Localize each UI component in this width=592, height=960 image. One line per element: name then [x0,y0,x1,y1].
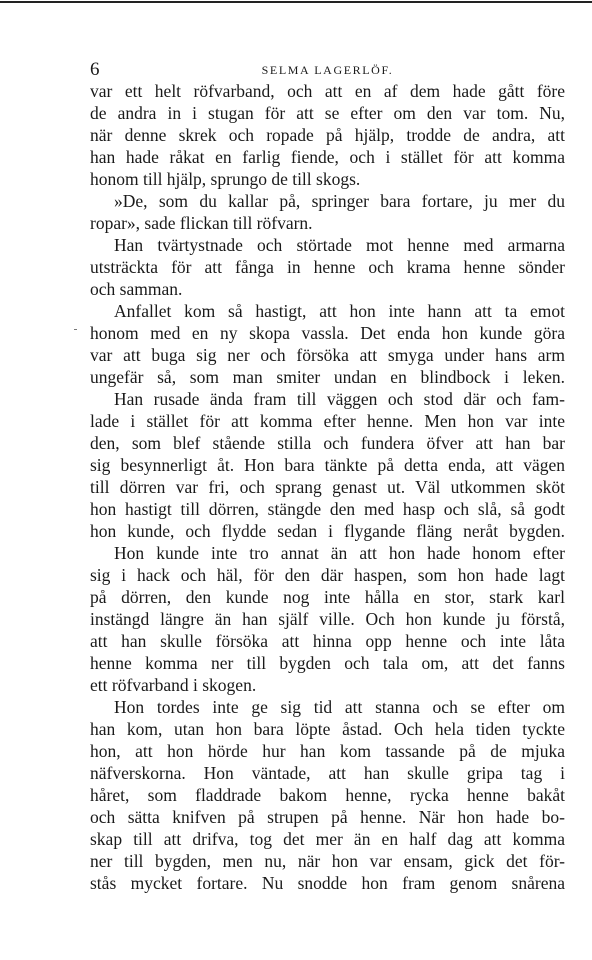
text-line: »De, som du kallar på, springer bara fortare, ju mer du [114,191,565,211]
text-line: på dörren, den kunde nog inte hålla en stor, stark karl [90,587,565,607]
text-line: och sätta knifven på strupen på henne. När hon hade bo- [90,807,565,827]
text-line: ett röfvarband i skogen. [90,675,257,695]
text-line: Hon kunde inte tro annat än att hon hade honom efter [114,543,565,563]
text-line: hon hastigt till dörren, stängde den med hasp och slå, så godt [90,499,565,519]
text-line: honom med en ny skopa vassla. Det enda hon kunde göra [90,323,565,343]
text-line: och samman. [90,279,183,299]
text-line: utsträckta för att fånga in henne och krama henne sönder [90,257,565,277]
text-line: när denne skrek och ropade på hjälp, trodde de andra, att [90,125,565,145]
text-line: till dörren var fri, och sprang genast ut. Väl utkommen sköt [90,477,565,497]
page-number: 6 [90,59,100,80]
text-line: de andra in i stugan för att se efter om den var tom. Nu, [90,103,565,123]
text-line: hon, att hon hörde hur han kom tassande på de mjuka [90,741,565,761]
top-border-rule [0,1,592,3]
text-line: sig i hack och häl, för den där haspen, som hon hade lagt [90,565,565,585]
text-line: den, som blef stående stilla och fundera öfver att han bar [90,433,565,453]
text-line: sig besynnerligt åt. Hon bara tänkte på detta enda, att vägen [90,455,565,475]
running-head: SELMA LAGERLÖF. [261,63,394,77]
text-line: instängd längre än han själf ville. Och hon kunde ju förstå, [90,609,565,629]
page-header [90,58,565,82]
text-line: Anfallet kom så hastigt, att hon inte hann att ta emot [114,301,565,321]
text-line: han kom, utan hon bara löpte åstad. Och hela tiden tyckte [90,719,565,739]
margin-mark [74,329,77,330]
text-line: var att buga sig ner och försöka att smyga under hans arm [90,345,565,365]
text-line: lade i stället för att komma efter henne. Men hon var inte [90,411,565,431]
text-line: Han rusade ända fram till väggen och stod där och fam- [114,389,565,409]
text-line: att han skulle försöka att hinna opp henne och inte låta [90,631,565,651]
text-line: han hade råkat en farlig fiende, och i stället för att komma [90,147,565,167]
text-line: henne komma ner till bygden och tala om, att det fanns [90,653,565,673]
text-line: näfverskorna. Hon väntade, att han skulle gripa tag i [90,763,565,783]
text-line: ner till bygden, men nu, när hon var ensam, gick det för- [90,851,565,871]
text-line: ropar», sade flickan till röfvarn. [90,213,313,233]
text-line: honom till hjälp, sprungo de till skogs. [90,169,361,189]
text-line: hon kunde, och flydde sedan i flygande fläng neråt bygden. [90,521,565,541]
body-text [90,80,565,894]
text-line: skap till att drifva, tog det mer än en half dag att komma [90,829,565,849]
text-line: ungefär så, som man smiter undan en blindbock i leken. [90,367,565,387]
text-line: Hon tordes inte ge sig tid att stanna och se efter om [114,697,565,717]
text-line: var ett helt röfvarband, och att en af dem hade gått före [90,81,565,101]
text-line: Han tvärtystnade och störtade mot henne med armarna [114,235,565,255]
text-line: håret, som fladdrade bakom henne, rycka henne bakåt [90,785,565,805]
text-line: stås mycket fortare. Nu snodde hon fram genom snårena [90,873,565,893]
